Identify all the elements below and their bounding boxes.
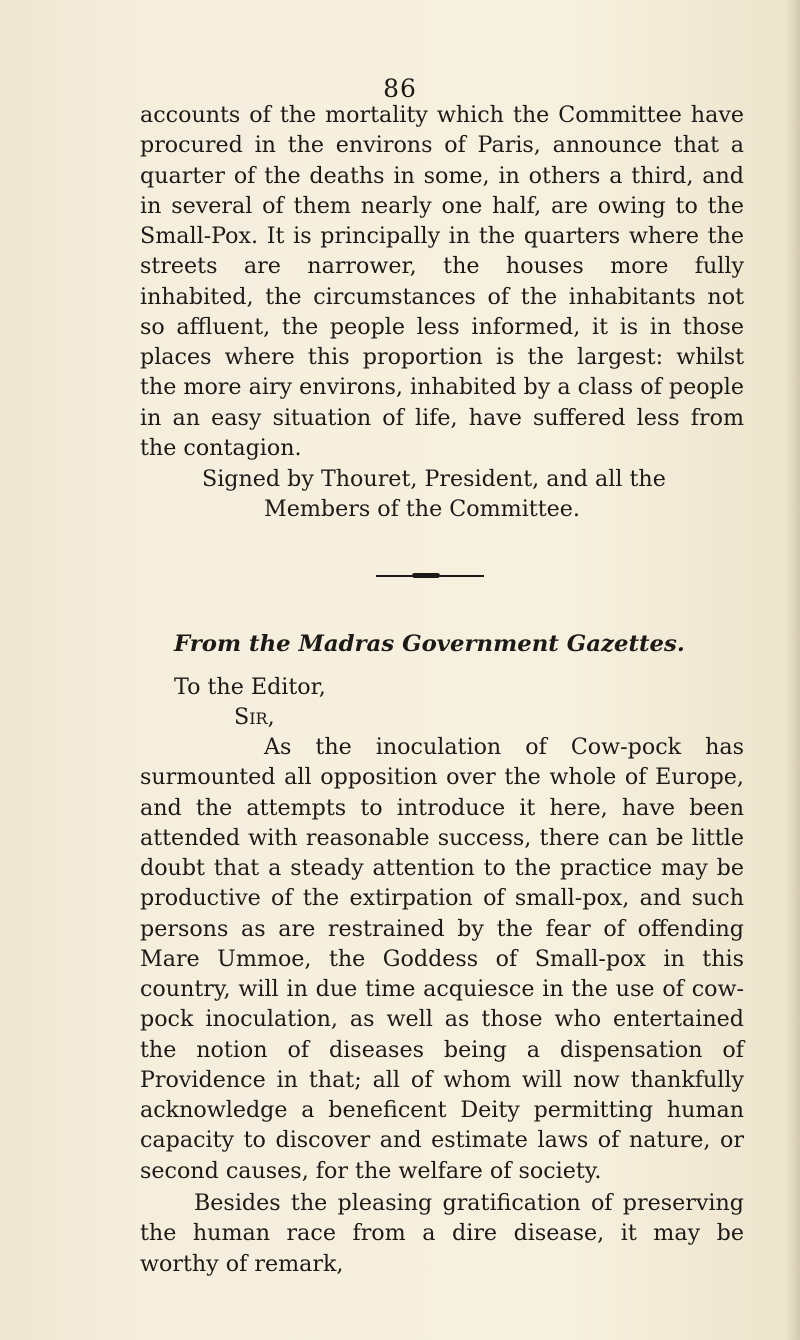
source-heading <box>140 631 744 657</box>
address-to-editor: To the Editor, <box>174 674 326 700</box>
paragraph-cow-pock-inoculation: As the inoculation of Cow-pock has surmounted all opposition over the whole of Europe, and the attempts to introduce it here, have been attended with reasonable success, there can be little doubt that a steady attention to the practice may be productive of the extirpation of small-pox, and such persons as are restrained by the fear of offending Mare Ummoe, the Goddess of Small-pox in this country, will in due time acquiesce in the use of cow-pock inoculation, as well as those who entertained the notion of diseases being a dispensation of Providence in that; all of whom will now thankfully acknowledge a beneficent Deity permitting human capacity to discover and estimate laws of nature, or second causes, for the welfare of society. <box>140 734 744 1184</box>
source-heading-text: From the Madras Government Gazettes. <box>174 631 685 657</box>
salutation: Sir, <box>234 704 275 731</box>
signature-line-1: Signed by Thouret, President, and all the <box>202 466 666 492</box>
signature-line-2: Members of the Committee. <box>264 496 580 523</box>
letter-address <box>140 672 744 733</box>
signature-block <box>140 464 744 525</box>
paragraph-besides: Besides the pleasing gratification of preserving the human race from a dire disease, it may be worthy of remark, <box>140 1190 744 1277</box>
paragraph-mortality-accounts: accounts of the mortality which the Committee have procured in the environs of Paris, announce that a quarter of the deaths in some, in others a third, and in several of them nearly one half, are owing to the Small-Pox. It is principally in the quarters where the streets are narrower, the houses more fully inhabited, the circumstances of the inhabitants not so affluent, the people less informed, it is in those places where this proportion is the largest: whilst the more airy environs, inhabited by a class of people in an easy situation of life, have suffered less from the contagion. <box>140 102 744 461</box>
page-edge-shadow <box>786 0 800 1340</box>
section-divider-ornament <box>412 573 440 578</box>
page-number: 86 <box>383 74 417 103</box>
